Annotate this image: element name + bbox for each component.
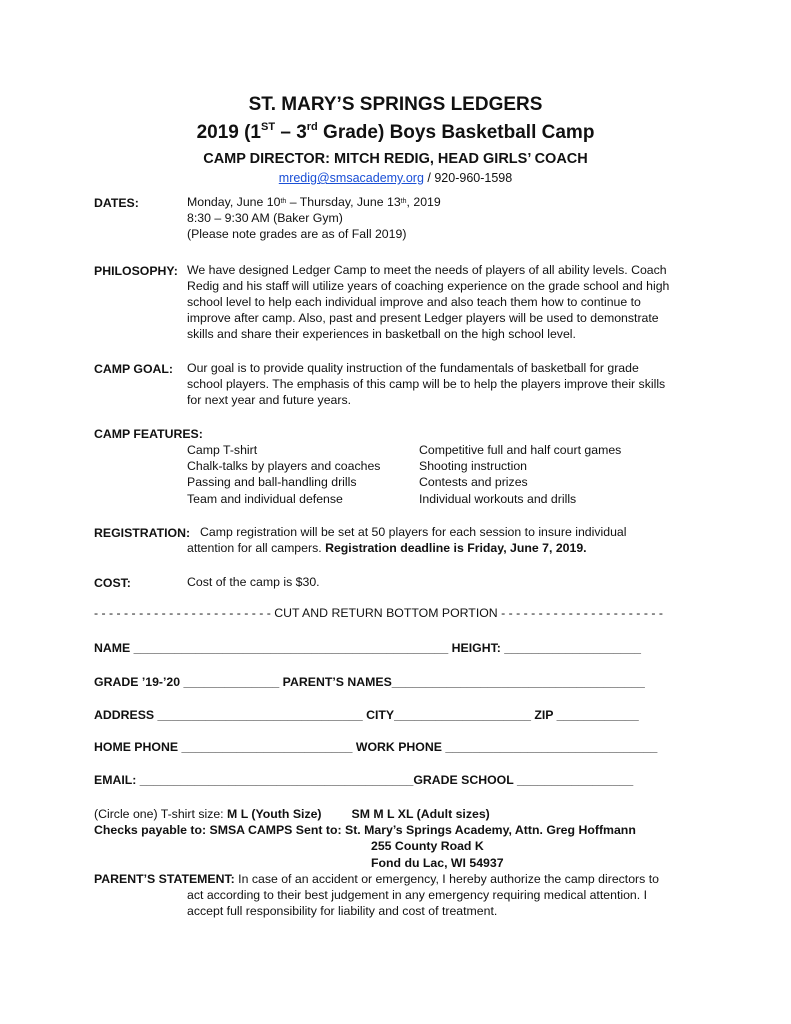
feature-item: Chalk-talks by players and coaches bbox=[187, 459, 381, 474]
cost-text: Cost of the camp is $30. bbox=[187, 575, 320, 589]
email-school-row[interactable]: EMAIL: ________________________________________GRADE SCHOOL _________________ bbox=[94, 773, 634, 787]
camp-goal-text: Our goal is to provide quality instruction of the fundamentals of basketball for grade school players. The emphasis of this camp will be to help the players improve their skills for next year and future years. bbox=[187, 361, 666, 407]
director-email-link[interactable]: mredig@smsacademy.org bbox=[278, 171, 424, 185]
parent-statement-line3: accept full responsibility for liability and cost of treatment. bbox=[187, 904, 498, 918]
address-row[interactable]: ADDRESS ______________________________ CITY____________________ ZIP ____________ bbox=[94, 708, 639, 722]
cut-line: - - - - - - - - - - - - - - - - - - - - - - - - CUT AND RETURN BOTTOM PORTION - - - - - - - - - - - - - - - - - - - - - - bbox=[94, 606, 663, 620]
parent-statement-label: PARENT’S STATEMENT: bbox=[94, 872, 235, 886]
name-height-row[interactable]: NAME ______________________________________________ HEIGHT: ____________________ bbox=[94, 641, 642, 655]
feature-item: Individual workouts and drills bbox=[419, 491, 577, 506]
youth-sizes[interactable]: M L (Youth Size) bbox=[227, 807, 322, 821]
feature-item: Team and individual defense bbox=[187, 491, 343, 506]
camp-features-label: CAMP FEATURES: bbox=[94, 427, 203, 441]
camp-title: 2019 (1ST – 3rd Grade) Boys Basketball Camp bbox=[196, 121, 595, 143]
address-city: Fond du Lac, WI 54937 bbox=[371, 856, 504, 870]
feature-item: Camp T-shirt bbox=[187, 443, 258, 457]
tshirt-size-line: (Circle one) T-shirt size: M L (Youth Size) SM M L XL (Adult sizes) bbox=[94, 807, 490, 821]
feature-item: Shooting instruction bbox=[419, 459, 528, 474]
checks-payable-line: Checks payable to: SMSA CAMPS Sent to: St. Mary’s Springs Academy, Attn. Greg Hoffmann bbox=[94, 823, 636, 837]
features-right-list bbox=[419, 442, 621, 507]
grade-parent-row[interactable]: GRADE ’19-’20 ______________ PARENT’S NAMES_____________________________________ bbox=[94, 675, 645, 689]
feature-item: Competitive full and half court games bbox=[419, 443, 622, 457]
parent-statement-line1: PARENT’S STATEMENT: In case of an accident or emergency, I hereby authorize the camp directors to bbox=[94, 872, 659, 886]
director-phone: / 920-960-1598 bbox=[423, 171, 513, 185]
address-street: 255 County Road K bbox=[371, 839, 484, 853]
director-contact bbox=[0, 171, 791, 185]
philosophy-text: We have designed Ledger Camp to meet the needs of players of all ability levels. Coach Redig and his staff will utilize years of coaching experience on the grade school and high school level to help each individual improve and also teach them how to continue to improve after camp. Also, past and present Ledger players will be used to demonstrate skills and share their experiences in basketball on the high school level. bbox=[187, 263, 670, 341]
registration-label: REGISTRATION: bbox=[94, 526, 191, 540]
cost-label: COST: bbox=[94, 576, 131, 590]
adult-sizes[interactable]: SM M L XL (Adult sizes) bbox=[351, 807, 490, 821]
dates-text: Monday, June 10th – Thursday, June 13th, 2019 8:30 – 9:30 AM (Baker Gym) (Please note grades are as of Fall 2019) bbox=[187, 195, 441, 241]
camp-goal-label: CAMP GOAL: bbox=[94, 362, 174, 376]
registration-deadline: Registration deadline is Friday, June 7, 2019. bbox=[325, 541, 587, 555]
feature-item: Passing and ball-handling drills bbox=[187, 475, 357, 490]
philosophy-label: PHILOSOPHY: bbox=[94, 264, 178, 278]
features-left-list bbox=[187, 442, 380, 507]
page-title: ST. MARY’S SPRINGS LEDGERS bbox=[248, 94, 543, 115]
parent-statement-line2: act according to their best judgement in any emergency requiring medical attention. I bbox=[187, 888, 648, 902]
registration-line2: attention for all campers. Registration deadline is Friday, June 7, 2019. bbox=[187, 541, 587, 555]
registration-line1: Camp registration will be set at 50 players for each session to insure individual bbox=[200, 525, 627, 539]
phone-row[interactable]: HOME PHONE _________________________ WORK PHONE _______________________________ bbox=[94, 740, 658, 754]
camp-director: CAMP DIRECTOR: MITCH REDIG, HEAD GIRLS’ COACH bbox=[203, 151, 588, 167]
dates-label: DATES: bbox=[94, 196, 139, 210]
feature-item: Contests and prizes bbox=[419, 475, 528, 490]
